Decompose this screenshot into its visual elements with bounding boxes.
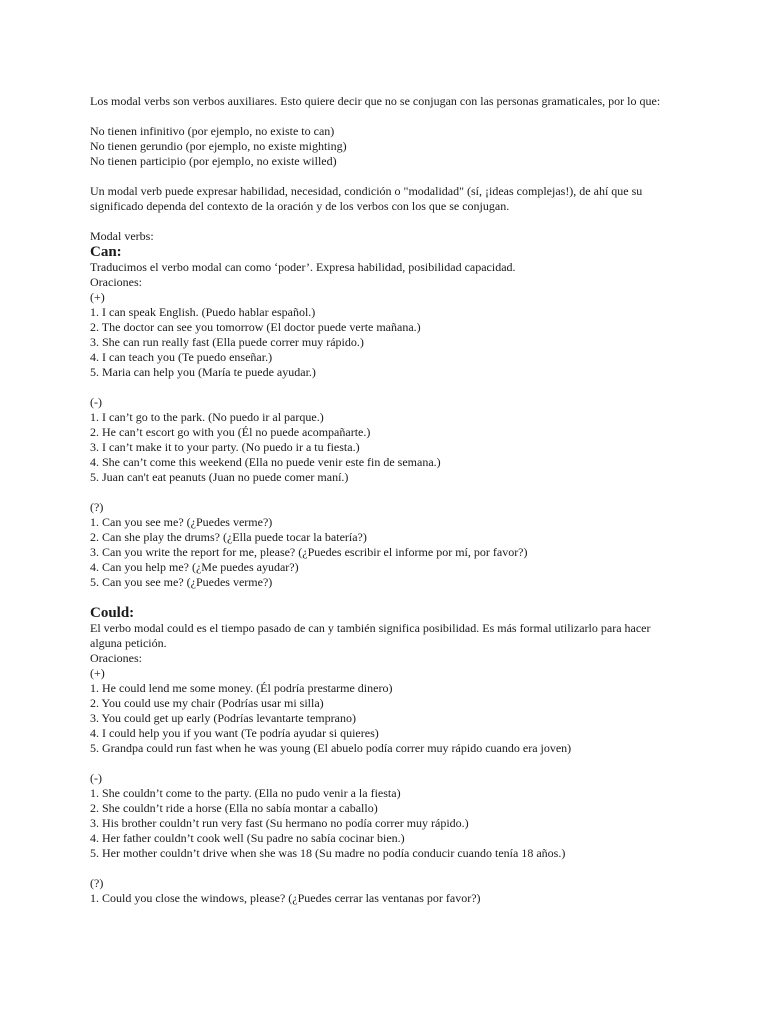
list-item: 5. Can you see me? (¿Puedes verme?) <box>90 575 273 589</box>
list-item: 4. I can teach you (Te puedo enseñar.) <box>90 350 273 364</box>
rule-item: No tienen gerundio (por ejemplo, no existe mighting) <box>90 139 347 153</box>
list-item: 2. The doctor can see you tomorrow (El doctor puede verte mañana.) <box>90 320 421 334</box>
spacer <box>90 590 680 605</box>
list-item: 1. He could lend me some money. (Él podría prestarme dinero) <box>90 681 393 695</box>
positive-label: (+) <box>90 666 105 680</box>
list-item: 3. I can’t make it to your party. (No puedo ir a tu fiesta.) <box>90 440 360 454</box>
spacer <box>90 861 680 876</box>
intro-paragraph-2: Un modal verb puede expresar habilidad, necesidad, condición o "modalidad" (sí, ¡ideas complejas!), de ahí que su significado dependa del contexto de la oración y de los verbos con los que se conjugan. <box>90 184 643 213</box>
oraciones-label: Oraciones: <box>90 651 142 665</box>
list-item: 2. He can’t escort go with you (Él no puede acompañarte.) <box>90 425 371 439</box>
list-item: 1. She couldn’t come to the party. (Ella no pudo venir a la fiesta) <box>90 786 401 800</box>
list-item: 1. I can speak English. (Puedo hablar español.) <box>90 305 316 319</box>
list-item: 5. Juan can't eat peanuts (Juan no puede comer maní.) <box>90 470 349 484</box>
section-heading-could: Could: <box>90 605 135 621</box>
rule-item: No tienen participio (por ejemplo, no existe willed) <box>90 154 337 168</box>
intro-paragraph: Los modal verbs son verbos auxiliares. Esto quiere decir que no se conjugan con las personas gramaticales, por lo que: <box>90 94 661 108</box>
list-item: 3. Can you write the report for me, please? (¿Puedes escribir el informe por mí, por favor?) <box>90 545 528 559</box>
modal-verbs-label: Modal verbs: <box>90 229 154 243</box>
list-item: 3. You could get up early (Podrías levantarte temprano) <box>90 711 356 725</box>
can-description: Traducimos el verbo modal can como ‘poder’. Expresa habilidad, posibilidad capacidad. <box>90 260 516 274</box>
document-body <box>90 94 680 906</box>
list-item: 2. Can she play the drums? (¿Ella puede tocar la batería?) <box>90 530 367 544</box>
list-item: 3. His brother couldn’t run very fast (Su hermano no podía correr muy rápido.) <box>90 816 469 830</box>
spacer <box>90 109 680 124</box>
could-description: El verbo modal could es el tiempo pasado de can y también significa posibilidad. Es más formal utilizarlo para hacer alguna petición. <box>90 621 651 650</box>
list-item: 1. Can you see me? (¿Puedes verme?) <box>90 515 273 529</box>
list-item: 1. I can’t go to the park. (No puedo ir al parque.) <box>90 410 324 424</box>
list-item: 4. Her father couldn’t cook well (Su padre no sabía cocinar bien.) <box>90 831 405 845</box>
oraciones-label: Oraciones: <box>90 275 142 289</box>
spacer <box>90 380 680 395</box>
list-item: 5. Her mother couldn’t drive when she was 18 (Su madre no podía conducir cuando tenía 18 años.) <box>90 846 566 860</box>
list-item: 5. Grandpa could run fast when he was young (El abuelo podía correr muy rápido cuando era joven) <box>90 741 572 755</box>
list-item: 5. Maria can help you (María te puede ayudar.) <box>90 365 316 379</box>
list-item: 3. She can run really fast (Ella puede correr muy rápido.) <box>90 335 364 349</box>
spacer <box>90 756 680 771</box>
section-heading-can: Can: <box>90 244 122 260</box>
list-item: 4. Can you help me? (¿Me puedes ayudar?) <box>90 560 299 574</box>
list-item: 4. I could help you if you want (Te podría ayudar si quieres) <box>90 726 379 740</box>
question-label: (?) <box>90 876 104 890</box>
rule-item: No tienen infinitivo (por ejemplo, no existe to can) <box>90 124 335 138</box>
positive-label: (+) <box>90 290 105 304</box>
spacer <box>90 214 680 229</box>
negative-label: (-) <box>90 395 102 409</box>
spacer <box>90 485 680 500</box>
list-item: 2. She couldn’t ride a horse (Ella no sabía montar a caballo) <box>90 801 378 815</box>
spacer <box>90 169 680 184</box>
list-item: 4. She can’t come this weekend (Ella no puede venir este fin de semana.) <box>90 455 441 469</box>
list-item: 1. Could you close the windows, please? (¿Puedes cerrar las ventanas por favor?) <box>90 891 481 905</box>
negative-label: (-) <box>90 771 102 785</box>
question-label: (?) <box>90 500 104 514</box>
list-item: 2. You could use my chair (Podrías usar mi silla) <box>90 696 324 710</box>
